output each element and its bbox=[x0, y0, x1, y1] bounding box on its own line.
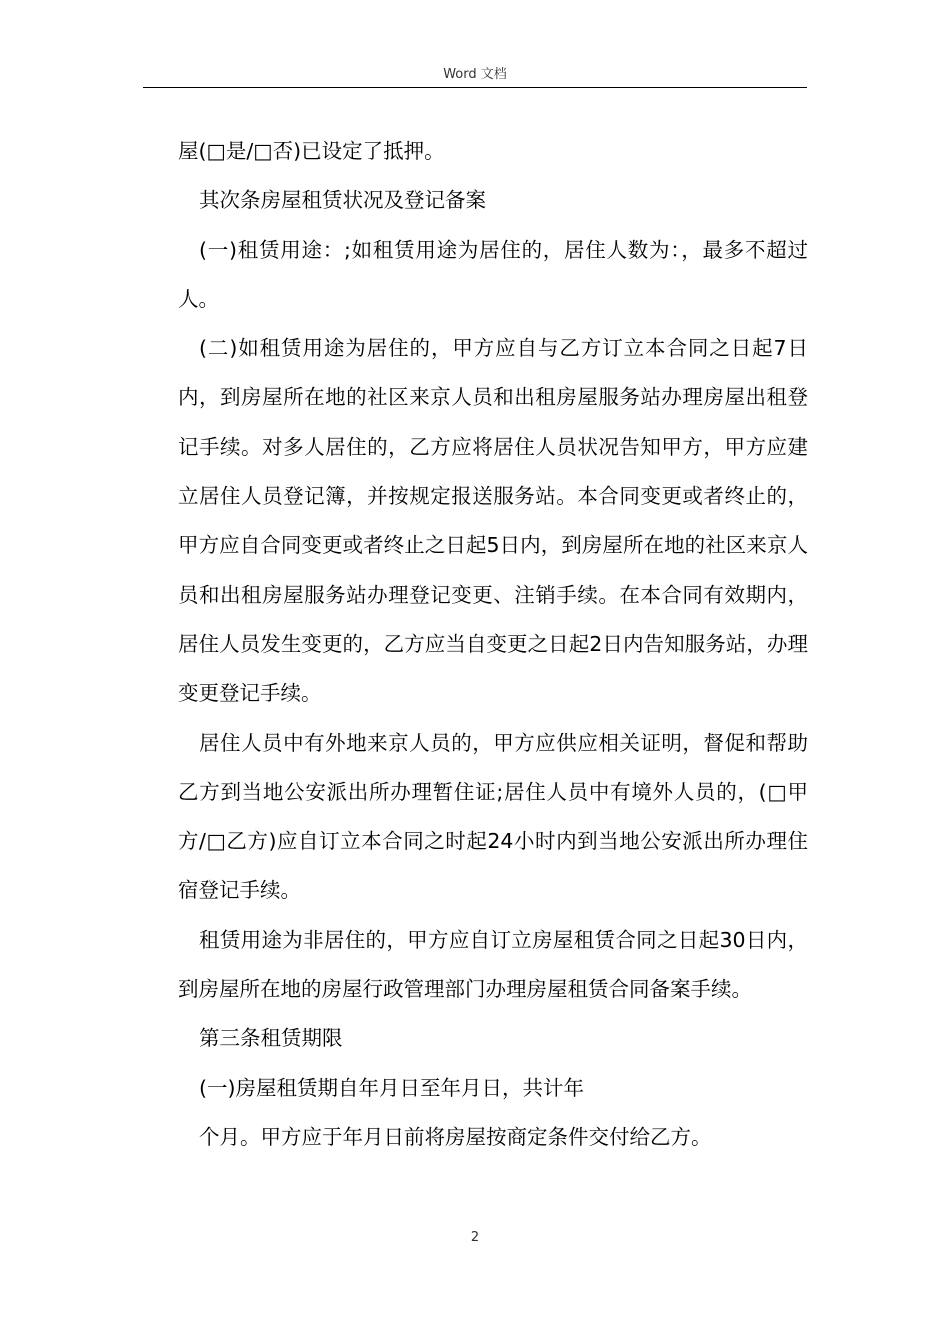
paragraph-residential-registration: (二)如租赁用途为居住的，甲方应自与乙方订立本合同之日起7日内，到房屋所在地的社区来京人员和出租房屋服务站办理房屋出租登记手续。对多人居住的，乙方应将居住人员状况告知甲方，甲方应建立居住人员登记簿，并按规定报送服务站。本合同变更或者终止的，甲方应自合同变更或者终止之日起5日内，到房屋所在地的社区来京人员和出租房屋服务站办理登记变更、注销手续。在本合同有效期内，居住人员发生变更的，乙方应当自变更之日起2日内告知服务站，办理变更登记手续。 bbox=[178, 336, 808, 706]
paragraph-lease-period: (一)房屋租赁期自年月日至年月日，共计年 bbox=[199, 1075, 584, 1100]
paragraph-non-residential-filing: 租赁用途为非居住的，甲方应自订立房屋租赁合同之日起30日内，到房屋所在地的房屋行政管理部门办理房屋租赁合同备案手续。 bbox=[178, 927, 808, 1002]
page-header: Word 文档 bbox=[443, 67, 507, 82]
section-heading-lease-registration: 其次条房屋租赁状况及登记备案 bbox=[199, 188, 486, 213]
paragraph-delivery-date: 个月。甲方应于年月日前将房屋按商定条件交付给乙方。 bbox=[199, 1124, 712, 1149]
paragraph-lease-purpose: (一)租赁用途：;如租赁用途为居住的，居住人数为：，最多不超过人。 bbox=[178, 237, 808, 311]
header-divider bbox=[143, 87, 807, 88]
paragraph-non-local-residents: 居住人员中有外地来京人员的，甲方应供应相关证明，督促和帮助乙方到当地公安派出所办理暂住证;居住人员中有境外人员的，(□甲方/□乙方)应自订立本合同之时起24小时内到当地公安派出所办理住宿登记手续。 bbox=[178, 730, 808, 903]
document-body bbox=[178, 127, 808, 1162]
paragraph-mortgage-status: 屋(□是/□否)已设定了抵押。 bbox=[178, 139, 445, 163]
section-heading-lease-term: 第三条租赁期限 bbox=[199, 1026, 343, 1051]
page-number: 2 bbox=[470, 1230, 480, 1245]
